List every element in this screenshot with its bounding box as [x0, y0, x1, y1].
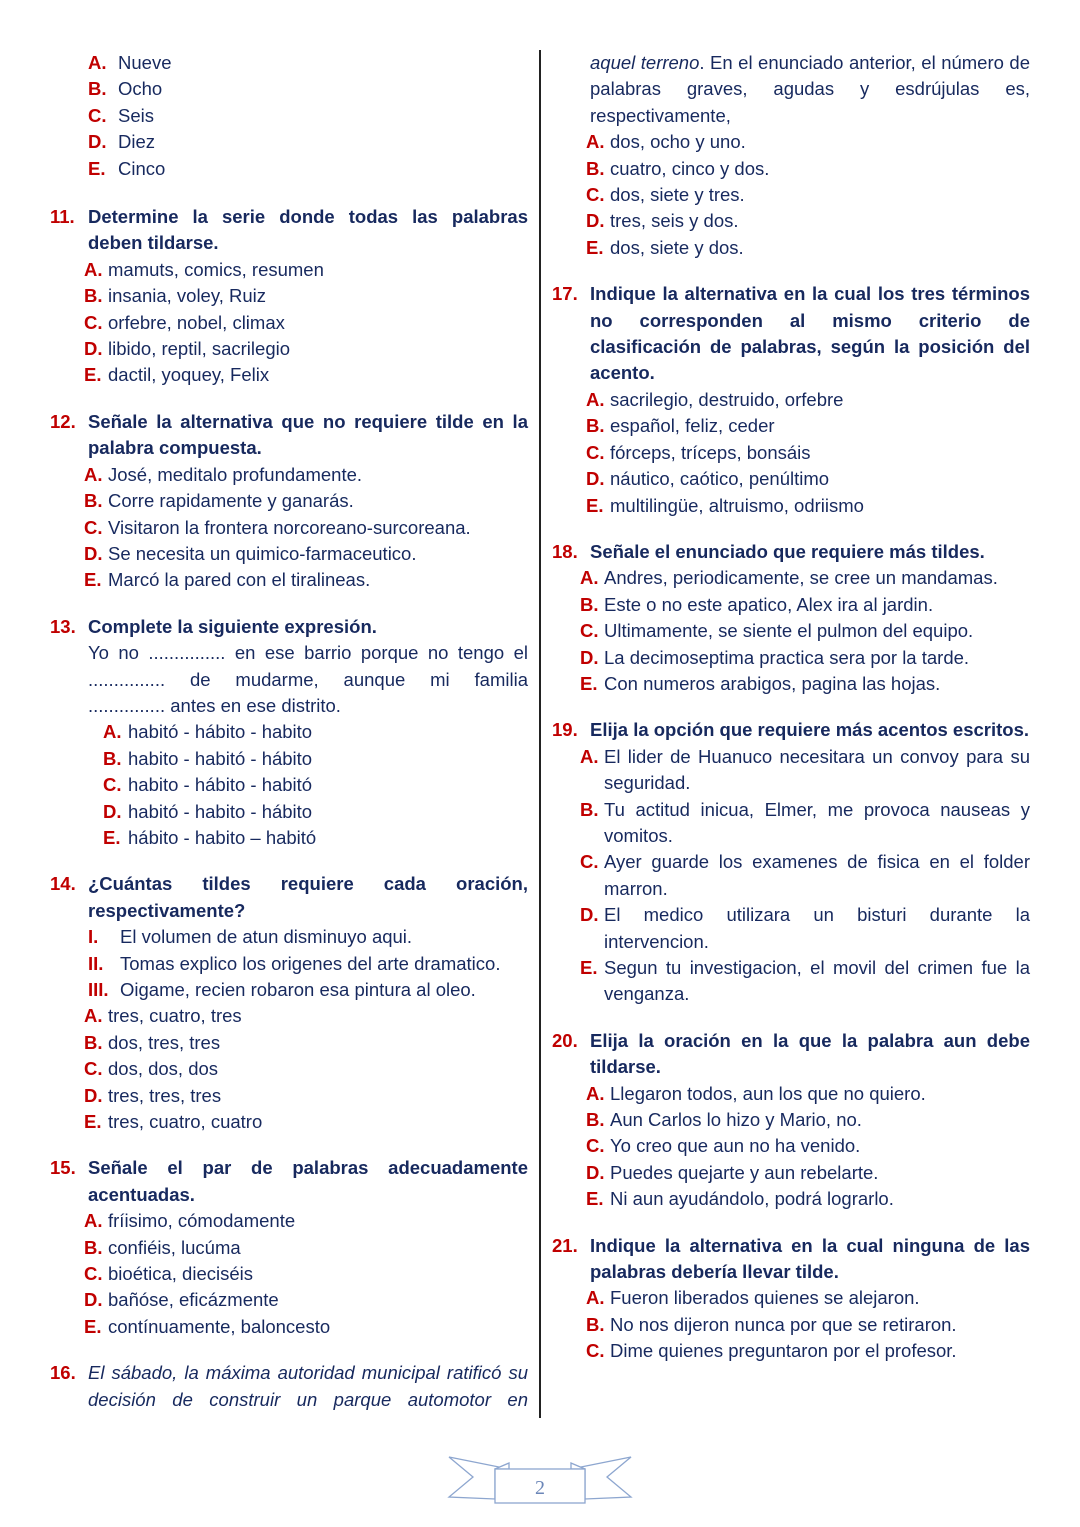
option-c: C. habito - hábito - habitó: [103, 774, 313, 796]
question-number: 19.: [552, 719, 578, 741]
option-d: D. náutico, caótico, penúltimo: [586, 468, 830, 490]
option-e: E. multilingüe, altruismo, odriismo: [586, 494, 864, 516]
sentence-iii: III. Oigame, recien robaron esa pintura al oleo.: [88, 979, 476, 1000]
option-d: D. Puedes quejarte y aun rebelarte.: [586, 1161, 879, 1183]
question-stem: Determine la serie donde todas las palabras deben tildarse.: [88, 206, 528, 254]
option-b: B. Ocho: [88, 78, 163, 100]
option-a: A. El lider de Huanuco necesitara un convoy para su seguridad.: [580, 745, 1030, 794]
question-15: [50, 1155, 528, 1340]
left-column: [50, 50, 528, 1433]
option-a: A. mamuts, comics, resumen: [84, 258, 324, 280]
question-stem: ¿Cuántas tildes requiere cada oración, respectivamente?: [88, 873, 528, 921]
question-stem: Indique la alternativa en la cual ninguna de las palabras debería llevar tilde.: [590, 1234, 1030, 1283]
option-d: D. tres, tres, tres: [84, 1084, 222, 1106]
option-c: C. Ayer guarde los examenes de fisica en el folder marron.: [580, 851, 1030, 899]
question-13: [50, 614, 528, 852]
option-d: D. La decimoseptima practica sera por la tarde.: [580, 646, 970, 668]
question-12: [50, 409, 528, 594]
option-a: A. Nueve: [88, 52, 172, 73]
question-18: [552, 539, 1030, 697]
question-number: 16.: [50, 1362, 76, 1384]
question-stem-continued: aquel terreno. En el enunciado anterior, el número de palabras graves, agudas y esdrújulas es, respectivamente,: [590, 52, 1030, 126]
column-divider: [539, 50, 541, 1418]
question-number: 21.: [552, 1234, 578, 1256]
option-a: A. tres, cuatro, tres: [84, 1005, 242, 1027]
option-d: D. Diez: [88, 131, 156, 153]
right-column: [552, 50, 1030, 1385]
option-a: A. Fueron liberados quienes se alejaron.: [586, 1287, 920, 1309]
option-d: D. habitó - habito - hábito: [103, 800, 313, 822]
option-d: D. bañóse, eficázmente: [84, 1289, 279, 1311]
option-a: A. José, meditalo profundamente.: [84, 463, 363, 485]
question-stem: Elija la opción que requiere más acentos escritos.: [590, 719, 1030, 741]
page-number: 2: [535, 1477, 545, 1499]
question-stem: Elija la oración en la que la palabra aun debe tildarse.: [590, 1029, 1030, 1078]
question-number: 17.: [552, 283, 578, 305]
option-a: A. habitó - hábito - habito: [103, 721, 313, 743]
question-11: [50, 204, 528, 389]
option-e: E. Con numeros arabigos, pagina las hojas.: [580, 672, 941, 694]
question-number: 18.: [552, 540, 578, 562]
question-21: [552, 1233, 1030, 1365]
fill-in-paragraph: Yo no ............... en ese barrio porque no tengo el ............... de mudarme, aunque mi familia ............... antes en ese distrito.: [88, 642, 528, 716]
option-b: B. Aun Carlos lo hizo y Mario, no.: [586, 1109, 862, 1131]
page-number-ribbon: [447, 1455, 633, 1507]
option-c: C. dos, siete y tres.: [586, 184, 745, 206]
sentence-i: I. El volumen de atun disminuyo aqui.: [88, 926, 413, 948]
option-b: B. Corre rapidamente y ganarás.: [84, 490, 354, 512]
option-c: C. Seis: [88, 104, 154, 126]
question-stem: Indique la alternativa en la cual los tres términos no corresponden al mismo criterio de clasificación de palabras, según la posición del acento.: [590, 283, 1030, 384]
option-c: C. Ultimamente, se siente el pulmon del equipo.: [580, 620, 974, 642]
option-c: C. Visitaron la frontera norcoreano-surcoreana.: [84, 516, 471, 538]
option-e: E. tres, cuatro, cuatro: [84, 1111, 263, 1133]
option-e: E. Marcó la pared con el tiralineas.: [84, 569, 371, 591]
option-a: A. sacrilegio, destruido, orfebre: [586, 388, 844, 410]
option-b: B. dos, tres, tres: [84, 1031, 221, 1053]
option-b: B. español, feliz, ceder: [586, 415, 775, 437]
question-number: 20.: [552, 1029, 578, 1051]
question-stem: Señale la alternativa que no requiere tilde en la palabra compuesta.: [88, 410, 528, 459]
option-e: E. hábito - habito – habitó: [103, 826, 317, 848]
option-c: C. dos, dos, dos: [84, 1058, 219, 1080]
option-e: E. contínuamente, baloncesto: [84, 1315, 331, 1337]
option-b: B. Este o no este apatico, Alex ira al jardin.: [580, 593, 934, 615]
question-16-start: [50, 1360, 528, 1413]
option-b: B. cuatro, cinco y dos.: [586, 157, 770, 179]
option-a: A. Llegaron todos, aun los que no quiero.: [586, 1082, 926, 1104]
question-10-options: [50, 50, 528, 182]
option-b: B. confiéis, lucúma: [84, 1236, 241, 1258]
option-c: C. orfebre, nobel, climax: [84, 311, 285, 333]
question-number: 12.: [50, 410, 76, 432]
question-stem: Complete la siguiente expresión.: [88, 615, 377, 637]
question-number: 15.: [50, 1157, 76, 1179]
option-a: A. Andres, periodicamente, se cree un mandamas.: [580, 567, 998, 589]
question-number: 13.: [50, 615, 76, 637]
sentence-ii: II. Tomas explico los origenes del arte dramatico.: [88, 952, 501, 974]
question-number: 14.: [50, 873, 76, 895]
option-c: C. bioética, dieciséis: [84, 1263, 253, 1285]
option-e: E. dactil, yoquey, Felix: [84, 364, 270, 386]
option-c: C. fórceps, tríceps, bonsáis: [586, 441, 811, 463]
option-a: A. fríisimo, cómodamente: [84, 1210, 296, 1232]
question-19: [552, 717, 1030, 1007]
question-17: [552, 281, 1030, 519]
option-c: C. Yo creo que aun no ha venido.: [586, 1135, 861, 1157]
option-b: B. insania, voley, Ruiz: [84, 285, 267, 307]
question-stem-italic: El sábado, la máxima autoridad municipal ratificó su decisión de construir un parque automotor en: [88, 1362, 528, 1410]
option-b: B. Tu actitud inicua, Elmer, me provoca nauseas y vomitos.: [580, 798, 1030, 846]
option-d: D. Se necesita un quimico-farmaceutico.: [84, 542, 417, 564]
option-d: D. libido, reptil, sacrilegio: [84, 338, 291, 360]
question-14: [50, 871, 528, 1135]
question-16-continued: [552, 50, 1030, 261]
question-20: [552, 1028, 1030, 1213]
option-e: E. Cinco: [88, 157, 166, 179]
option-b: B. No nos dijeron nunca por que se retiraron.: [586, 1313, 957, 1335]
question-number: 11.: [50, 206, 75, 228]
option-a: A. dos, ocho y uno.: [586, 131, 746, 153]
option-c: C. Dime quienes preguntaron por el profesor.: [586, 1340, 957, 1362]
option-d: D. tres, seis y dos.: [586, 210, 739, 232]
option-b: B. habito - habitó - hábito: [103, 747, 313, 769]
option-e: E. Segun tu investigacion, el movil del crimen fue la venganza.: [580, 957, 1030, 1005]
question-stem: Señale el par de palabras adecuadamente acentuadas.: [88, 1157, 528, 1205]
question-stem: Señale el enunciado que requiere más tildes.: [590, 540, 985, 562]
option-e: E. dos, siete y dos.: [586, 236, 744, 258]
option-d: D. El medico utilizara un bisturi durante la intervencion.: [580, 904, 1030, 952]
option-e: E. Ni aun ayudándolo, podrá lograrlo.: [586, 1188, 894, 1210]
